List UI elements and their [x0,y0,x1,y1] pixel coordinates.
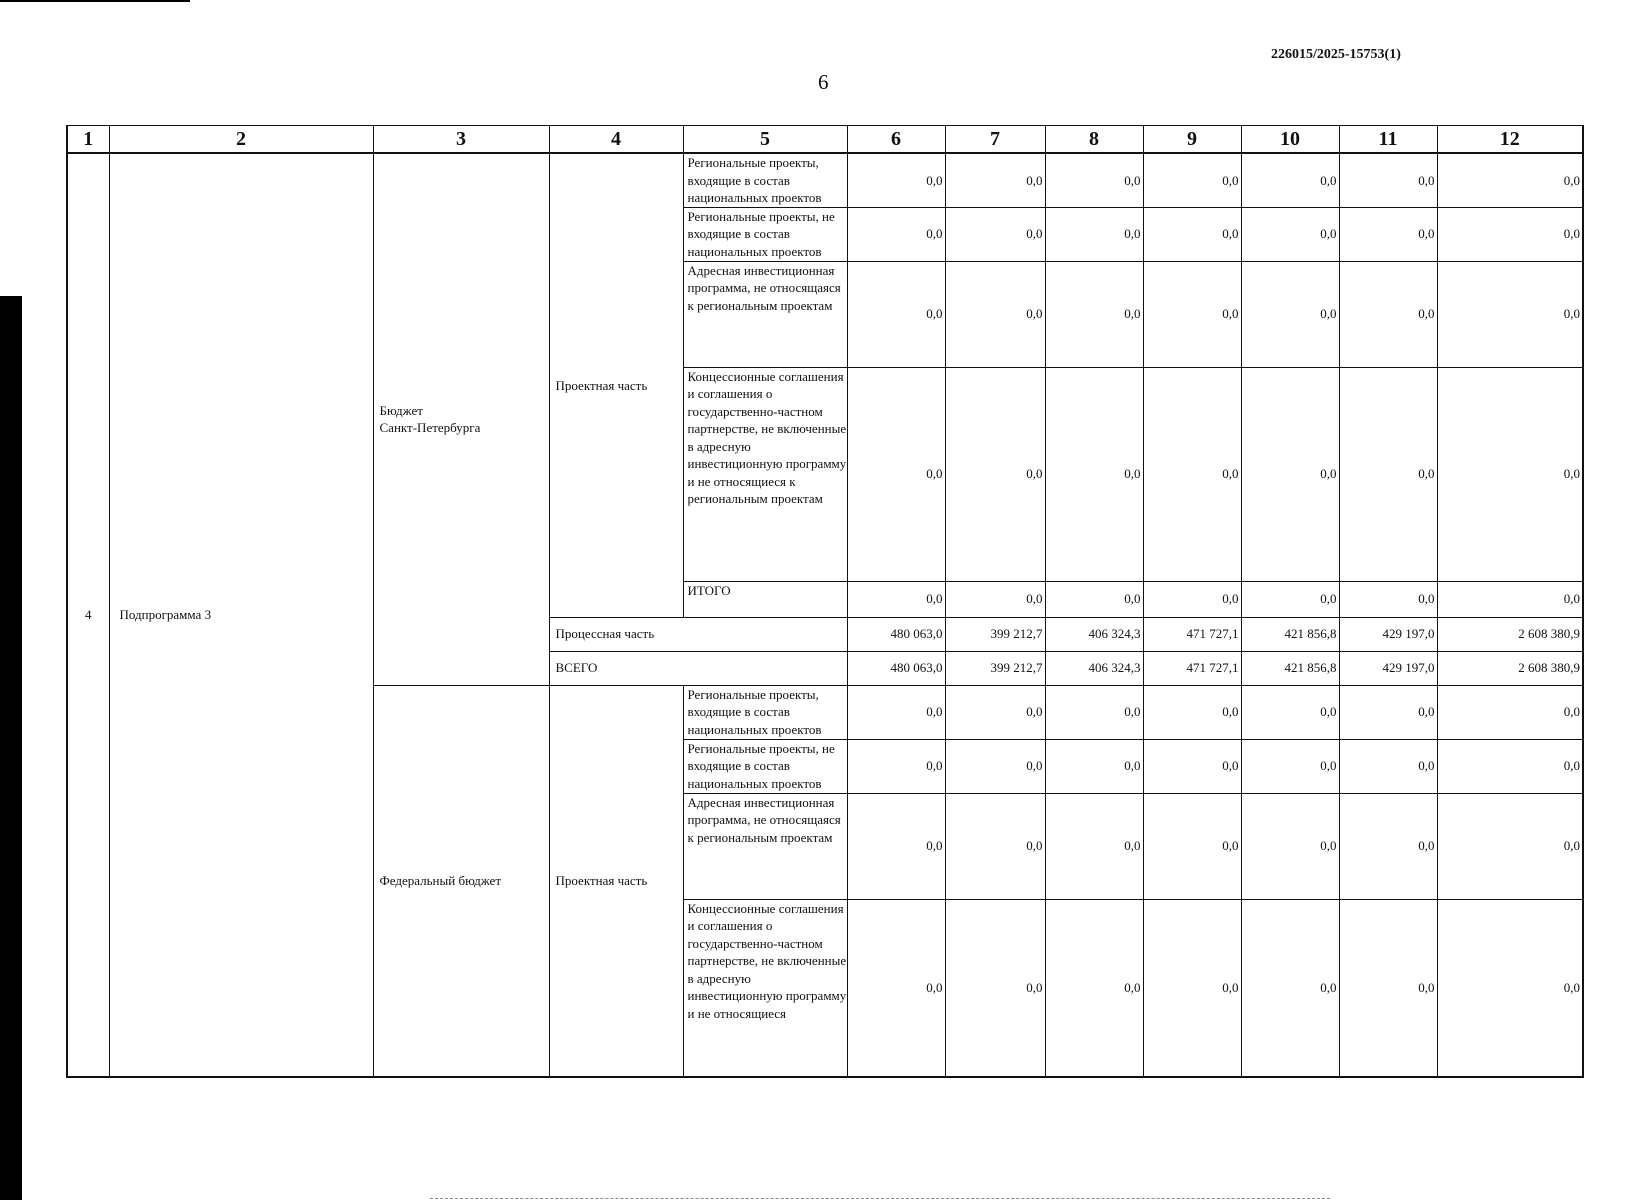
value-cell: 0,0 [945,685,1045,739]
value-cell: 0,0 [847,207,945,261]
value-cell: 406 324,3 [1045,651,1143,685]
value-cell: 406 324,3 [1045,617,1143,651]
value-cell: 0,0 [1241,261,1339,367]
value-cell: 429 197,0 [1339,617,1437,651]
document-number: 226015/2025-15753(1) [1271,47,1401,62]
column-number-row [67,126,1583,154]
budget-table [66,125,1584,1078]
value-cell: 0,0 [1143,581,1241,617]
process-part-label: Процессная часть [549,617,847,651]
subprogram-name: Подпрограмма 3 [109,153,373,1077]
column-header: 5 [683,126,847,154]
funding-source: Федеральный бюджет [373,685,549,1077]
value-cell: 0,0 [1045,207,1143,261]
value-cell: 0,0 [1045,793,1143,899]
table-row [67,153,1583,207]
value-cell: 0,0 [1241,899,1339,1077]
value-cell: 0,0 [1339,899,1437,1077]
column-header: 6 [847,126,945,154]
value-cell: 0,0 [1143,261,1241,367]
value-cell: 0,0 [847,153,945,207]
value-cell: 0,0 [1241,739,1339,793]
value-cell: 0,0 [1241,685,1339,739]
value-cell: 0,0 [1437,153,1583,207]
line-label: Концессионные соглашения и соглашения о государственно-частном партнерстве, не включенные в адресную инвестиционную программу и не относящиеся [683,899,847,1077]
itogo-label: ИТОГО [683,581,847,617]
value-cell: 0,0 [847,899,945,1077]
value-cell: 399 212,7 [945,617,1045,651]
value-cell: 2 608 380,9 [1437,617,1583,651]
value-cell: 0,0 [1045,153,1143,207]
total-label: ВСЕГО [549,651,847,685]
value-cell: 0,0 [1437,685,1583,739]
value-cell: 0,0 [847,261,945,367]
line-label: Адресная инвестиционная программа, не относящаяся к региональным проектам [683,793,847,899]
value-cell: 0,0 [1339,739,1437,793]
value-cell: 0,0 [1437,367,1583,581]
value-cell: 399 212,7 [945,651,1045,685]
value-cell: 0,0 [1241,207,1339,261]
scan-artifact-top [0,0,190,2]
column-header: 4 [549,126,683,154]
value-cell: 0,0 [1339,207,1437,261]
value-cell: 0,0 [1241,793,1339,899]
value-cell: 0,0 [1143,899,1241,1077]
value-cell: 0,0 [945,261,1045,367]
value-cell: 0,0 [1437,899,1583,1077]
value-cell: 0,0 [847,367,945,581]
value-cell: 0,0 [1045,899,1143,1077]
column-header: 3 [373,126,549,154]
column-header: 12 [1437,126,1583,154]
value-cell: 0,0 [1437,739,1583,793]
value-cell: 0,0 [847,581,945,617]
line-label: Адресная инвестиционная программа, не относящаяся к региональным проектам [683,261,847,367]
value-cell: 0,0 [1241,581,1339,617]
value-cell: 0,0 [1241,367,1339,581]
value-cell: 0,0 [945,581,1045,617]
value-cell: 0,0 [1045,685,1143,739]
value-cell: 0,0 [1045,261,1143,367]
value-cell: 0,0 [945,367,1045,581]
line-label: Региональные проекты, не входящие в состав национальных проектов [683,739,847,793]
column-header: 1 [67,126,109,154]
value-cell: 471 727,1 [1143,617,1241,651]
value-cell: 0,0 [945,153,1045,207]
value-cell: 0,0 [1339,581,1437,617]
value-cell: 0,0 [1143,367,1241,581]
page-number: 6 [818,70,829,94]
value-cell: 0,0 [945,793,1045,899]
line-label: Региональные проекты, входящие в состав национальных проектов [683,685,847,739]
column-header: 9 [1143,126,1241,154]
row-number: 4 [67,153,109,1077]
value-cell: 480 063,0 [847,651,945,685]
value-cell: 421 856,8 [1241,651,1339,685]
value-cell: 0,0 [847,793,945,899]
value-cell: 471 727,1 [1143,651,1241,685]
column-header: 11 [1339,126,1437,154]
value-cell: 0,0 [1045,739,1143,793]
value-cell: 0,0 [1143,207,1241,261]
value-cell: 0,0 [1437,793,1583,899]
value-cell: 0,0 [1045,367,1143,581]
column-header: 7 [945,126,1045,154]
value-cell: 2 608 380,9 [1437,651,1583,685]
value-cell: 0,0 [847,685,945,739]
value-cell: 0,0 [1339,261,1437,367]
value-cell: 0,0 [1437,581,1583,617]
value-cell: 0,0 [1143,685,1241,739]
column-header: 2 [109,126,373,154]
line-label: Концессионные соглашения и соглашения о государственно-частном партнерстве, не включенные в адресную инвестиционную программу и не относящиеся к региональным проектам [683,367,847,581]
line-label: Региональные проекты, не входящие в состав национальных проектов [683,207,847,261]
value-cell: 0,0 [945,899,1045,1077]
value-cell: 480 063,0 [847,617,945,651]
line-label: Региональные проекты, входящие в состав национальных проектов [683,153,847,207]
value-cell: 0,0 [1339,793,1437,899]
value-cell: 0,0 [945,207,1045,261]
value-cell: 0,0 [1437,207,1583,261]
value-cell: 0,0 [1143,153,1241,207]
value-cell: 0,0 [1339,685,1437,739]
value-cell: 0,0 [1045,581,1143,617]
value-cell: 0,0 [1143,793,1241,899]
value-cell: 0,0 [1437,261,1583,367]
value-cell: 0,0 [1339,153,1437,207]
project-part-label: Проектная часть [549,153,683,617]
project-part-label: Проектная часть [549,685,683,1077]
column-header: 8 [1045,126,1143,154]
value-cell: 0,0 [1241,153,1339,207]
value-cell: 0,0 [1339,367,1437,581]
value-cell: 429 197,0 [1339,651,1437,685]
scan-artifact-edge [0,296,22,1200]
value-cell: 0,0 [945,739,1045,793]
column-header: 10 [1241,126,1339,154]
value-cell: 0,0 [847,739,945,793]
value-cell: 421 856,8 [1241,617,1339,651]
funding-source: Бюджет Санкт-Петербурга [373,153,549,685]
value-cell: 0,0 [1143,739,1241,793]
